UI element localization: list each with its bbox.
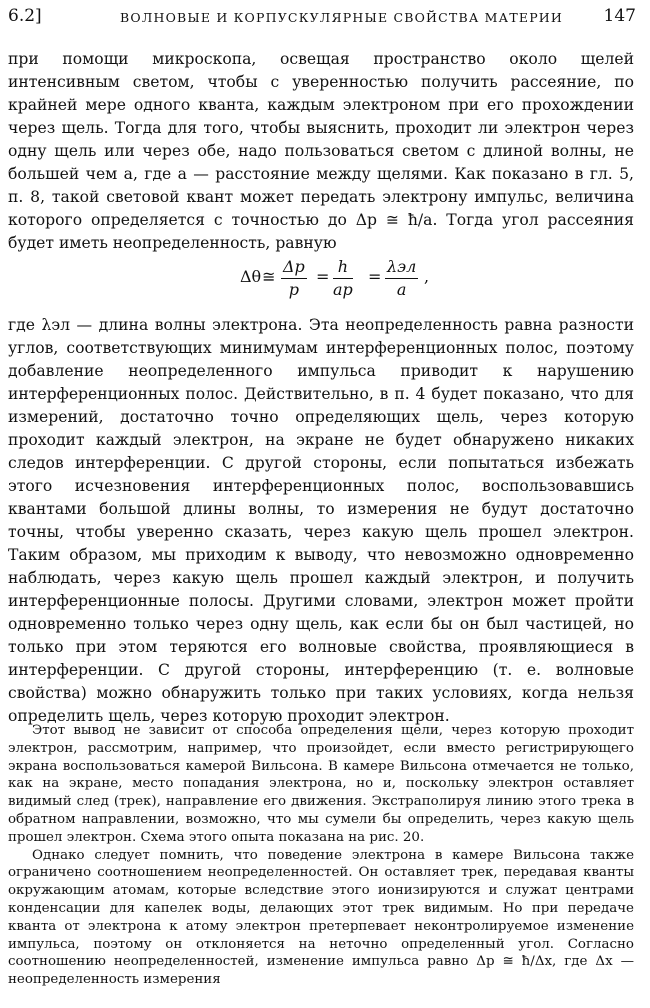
- fraction-h-over-ap: [333, 256, 353, 301]
- paragraph-2: где λэл — длина волны электрона. Эта неопределенность равна разности углов, соответствующих минимумам интерференционных полос, поэтому добавление неопределенного импульса приводит к нарушению интерференционных полос. Действительно, в п. 4 будет показано, что для измерений, достаточно точно определяющих щель, через которую проходит каждый электрон, на экране не будет обнаружено никаких следов интерференции. С другой стороны, если попытаться избежать этого исчезновения интерференционных полос, воспользовавшись квантами большой длины волны, то измерения не будут достаточно точны, чтобы уверенно сказать, через какую щель прошел электрон. Таким образом, мы приходим к выводу, что невозможно одновременно наблюдать, через какую щель прошел каждый электрон, и получить интерференционные полосы. Другими словами, электрон может пройти одновременно только через одну щель, как если бы он был частицей, но только при этом теряются его волновые свойства, проявляющиеся в интерференции. С другой стороны, интерференцию (т. е. волновые свойства) можно обнаружить только при таких условиях, когда нельзя определить щель, через которую проходит электрон.: [8, 316, 634, 725]
- formula-lhs: Δθ: [240, 267, 262, 286]
- formula-equals-1: =: [316, 267, 330, 286]
- fraction-3-numerator: λэл: [385, 256, 418, 279]
- running-header: [8, 6, 636, 32]
- small-paragraph-2: Однако следует помнить, что поведение электрона в камере Вильсона также ограничено соотношением неопределенностей. Он оставляет трек, передавая кванты окружающим атомам, которые вследствие этого ионизируются и служат центрами конденсации для капелек воды, делающих этот трек видимым. Но при передаче кванта от электрона к атому электрон претерпевает неконтролируемое изменение импульса, поэтому он отклоняется на неточно определенный угол. Согласно соотношению неопределенностей, изменение импульса равно Δp ≅ ħ/Δx, где Δx — неопределенность измерения: [8, 847, 634, 988]
- fraction-2-numerator: h: [333, 256, 353, 279]
- main-text-block-2: [8, 314, 634, 728]
- paragraph-1: при помощи микроскопа, освещая пространство около щелей интенсивным светом, чтобы с уверенностью получить рассеяние, по крайней мере одного кванта, каждым электроном при его прохождении через щель. Тогда для того, чтобы выяснить, проходит ли электрон через одну щель или через обе, надо пользоваться светом с длиной волны, не большей чем a, где a — расстояние между щелями. Как показано в гл. 5, п. 8, такой световой квант может передать электрону импульс, величина которого определяется с точностью до Δp ≅ ħ/a. Тогда угол рассеяния будет иметь неопределенность, равную: [8, 50, 634, 252]
- angle-uncertainty-formula: [0, 256, 650, 314]
- formula-approx-sign: ≅: [262, 267, 276, 286]
- running-title: ВОЛНОВЫЕ И КОРПУСКУЛЯРНЫЕ СВОЙСТВА МАТЕРИИ: [120, 10, 564, 25]
- fraction-3-denominator: a: [396, 280, 407, 299]
- page-number: 147: [603, 6, 636, 26]
- fraction-2-denominator: ap: [333, 280, 353, 299]
- fraction-1-denominator: p: [288, 280, 300, 299]
- small-text-block: [8, 722, 634, 989]
- formula-trailing-comma: ,: [424, 267, 430, 286]
- fraction-1-numerator: Δp: [281, 256, 307, 279]
- section-number: 6.2]: [8, 6, 42, 26]
- fraction-dp-over-p: [281, 256, 307, 301]
- formula-equals-2: =: [368, 267, 382, 286]
- main-text-block-1: [8, 48, 634, 255]
- fraction-lambda-over-a: [385, 256, 418, 301]
- small-paragraph-1: Этот вывод не зависит от способа определения щели, через которую проходит электрон, рассмотрим, например, что произойдет, если вместо регистрирующего экрана воспользоваться камерой Вильсона. В камере Вильсона отмечается не только, как на экране, место попадания электрона, но и, поскольку электрон оставляет видимый след (трек), направление его движения. Экстраполируя линию этого трека в обратном направлении, возможно, что мы сумели бы определить, через какую щель прошел электрон. Схема этого опыта показана на рис. 20.: [8, 723, 634, 845]
